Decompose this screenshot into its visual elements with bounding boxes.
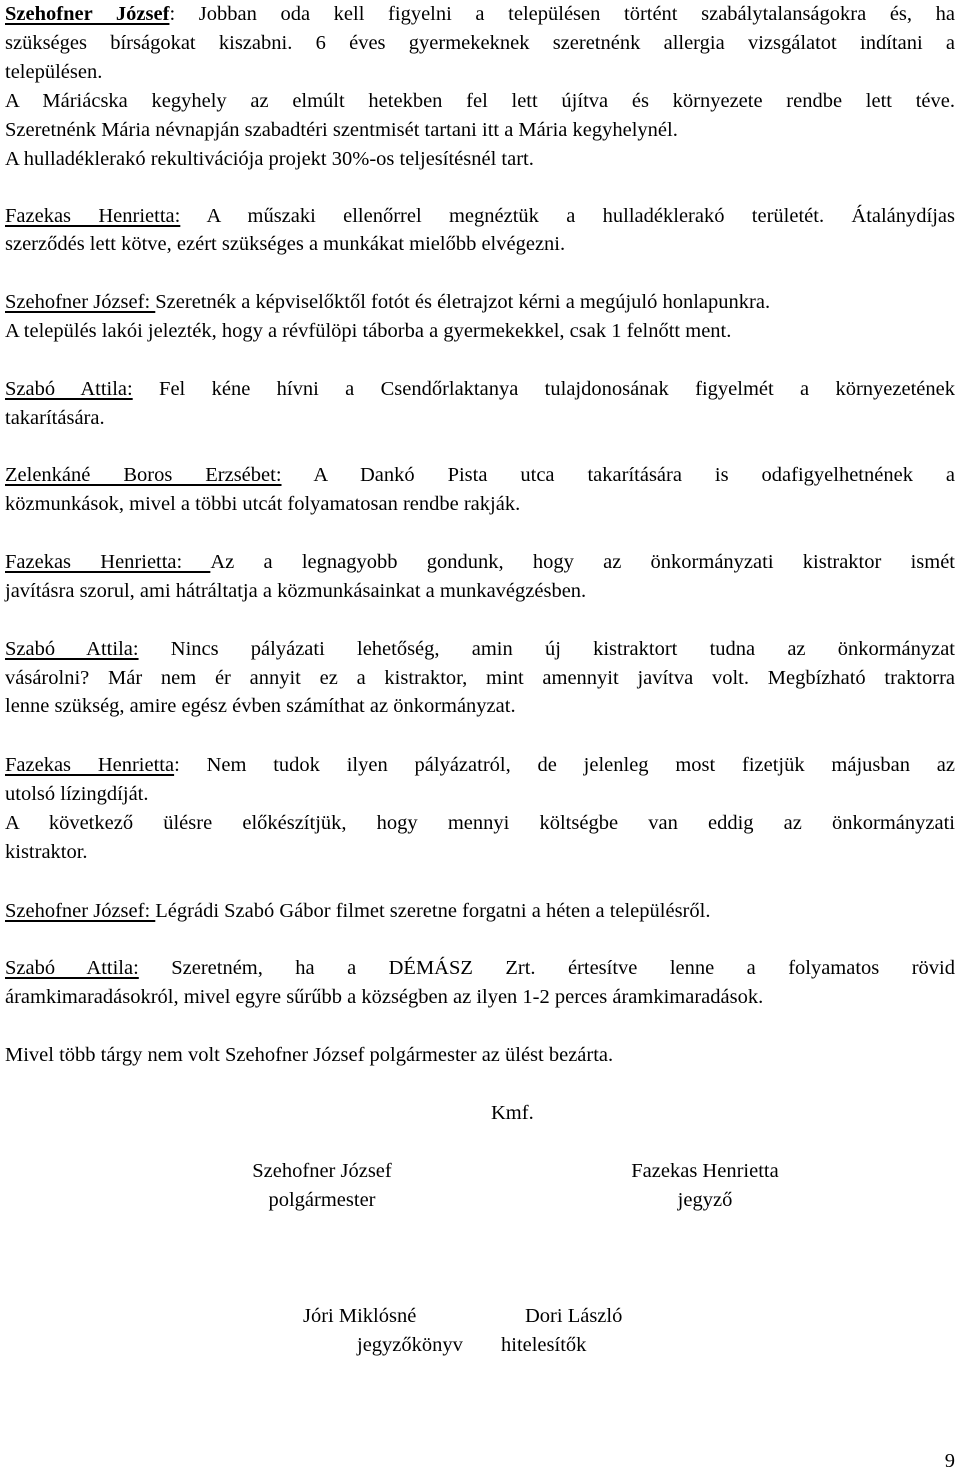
text-line: Fazekas Henrietta: Az a legnagyobb gondunk, hogy az önkormányzati kistraktor ismét <box>5 551 955 573</box>
speaker-name: Szehofner József <box>5 3 170 25</box>
speaker-name: Zelenkáné Boros Erzsébet: <box>5 464 282 486</box>
text-line: A hulladéklerakó rekultivációja projekt 30%-os teljesítésnél tart. <box>5 148 534 170</box>
text-line: szerződés lett kötve, ezért szükséges a munkákat mielőbb elvégezni. <box>5 233 566 255</box>
closing-statement: Mivel több tárgy nem volt Szehofner József polgármester az ülést bezárta. <box>5 1044 614 1066</box>
text-line: utolsó lízingdíját. <box>5 783 149 805</box>
text-line: szükséges bírságokat kiszabni. 6 éves gyermekeknek szeretnénk allergia vizsgálatot indítani a <box>5 32 955 54</box>
text-line: településen. <box>5 61 103 83</box>
text-line: Fazekas Henrietta: A műszaki ellenőrrel megnéztük a hulladéklerakó területét. Átalánydíjas <box>5 205 956 227</box>
text-line: Zelenkáné Boros Erzsébet: A Dankó Pista utca takarítására is odafigyelhetnének a <box>5 464 955 486</box>
text-line: lenne szükség, amire egész évben számíthat az önkormányzat. <box>5 695 516 717</box>
speaker-name: Szehofner József: <box>5 900 156 922</box>
speaker-name: Szabó Attila: <box>5 638 139 660</box>
signatory-name: Szehofner József <box>252 1160 392 1182</box>
speaker-name: Fazekas Henrietta: <box>5 205 181 227</box>
text-line: Szabó Attila: Fel kéne hívni a Csendőrlaktanya tulajdonosának figyelmét a környezetének <box>5 378 955 400</box>
speaker-name: Fazekas Henrietta <box>5 754 175 776</box>
text-line: A Máriácska kegyhely az elmúlt hetekben fel lett újítva és környezete rendbe lett téve. <box>5 90 955 112</box>
text-line: áramkimaradásokról, mivel egyre sűrűbb a községben az ilyen 1-2 perces áramkimaradások. <box>5 986 764 1008</box>
text-line: Szabó Attila: Nincs pályázati lehetőség, amin új kistraktort tudna az önkormányzat <box>5 638 955 660</box>
text-line: Szehofner József: Légrádi Szabó Gábor filmet szeretne forgatni a héten a településről. <box>5 900 711 922</box>
speaker-name: Szabó Attila: <box>5 957 139 979</box>
text-line: Szehofner József: Szeretnék a képviselőktől fotót és életrajzot kérni a megújuló honlapunkra. <box>5 291 771 313</box>
text-line: Fazekas Henrietta: Nem tudok ilyen pályázatról, de jelenleg most fizetjük májusban az <box>5 754 955 776</box>
speaker-name: Fazekas Henrietta: <box>5 551 211 573</box>
authenticator-role: jegyzőkönyv <box>357 1334 463 1356</box>
authenticator-role: hitelesítők <box>501 1334 587 1356</box>
text-line: Szabó Attila: Szeretném, ha a DÉMÁSZ Zrt. értesítve lenne a folyamatos rövid <box>5 957 955 979</box>
authenticator-name: Dori László <box>525 1305 623 1327</box>
text-line: A település lakói jelezték, hogy a révfülöpi táborba a gyermekekkel, csak 1 felnőtt ment. <box>5 320 732 342</box>
authenticator-name: Jóri Miklósné <box>303 1305 417 1327</box>
speaker-name: Szehofner József: <box>5 291 156 313</box>
text-line: közmunkások, mivel a többi utcát folyamatosan rendbe rakják. <box>5 493 521 515</box>
text-line: kistraktor. <box>5 841 88 863</box>
signatory-role: polgármester <box>268 1189 376 1211</box>
kmf-label: Kmf. <box>491 1102 534 1124</box>
speaker-name: Szabó Attila: <box>5 378 133 400</box>
text-line: takarítására. <box>5 407 105 429</box>
text-line: Szehofner József: Jobban oda kell figyelni a településen történt szabálytalanságokra és, ha <box>5 3 955 25</box>
text-line: Szeretnénk Mária névnapján szabadtéri szentmisét tartani itt a Mária kegyhelynél. <box>5 119 678 141</box>
text-line: vásárolni? Már nem ér annyit ez a kistraktor, mint amennyit javítva volt. Megbízható traktorra <box>5 667 955 689</box>
signatory-name: Fazekas Henrietta <box>631 1160 779 1182</box>
text-line: A következő ülésre előkészítjük, hogy mennyi költségbe van eddig az önkormányzati <box>5 812 955 834</box>
page-number: 9 <box>944 1450 955 1472</box>
text-line: javításra szorul, ami hátráltatja a közmunkásainkat a munkavégzésben. <box>5 580 587 602</box>
signatory-role: jegyző <box>677 1189 733 1211</box>
